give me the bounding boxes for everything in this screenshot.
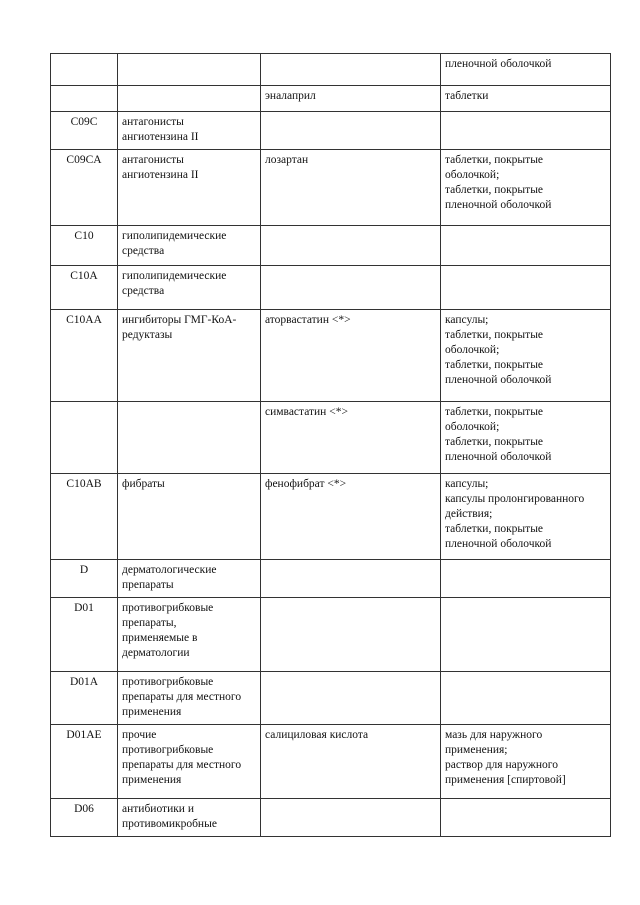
atc-code: D bbox=[79, 564, 89, 576]
group-text-line: противогрибковые bbox=[122, 676, 214, 688]
drug-text-line: салициловая кислота bbox=[265, 729, 369, 741]
table-row bbox=[51, 54, 611, 86]
atc-code: D06 bbox=[74, 803, 94, 815]
group-text-line: применения bbox=[122, 774, 182, 786]
form-text-line: пленочной оболочкой bbox=[445, 451, 552, 463]
atc-code: D01A bbox=[69, 676, 99, 688]
group-cell bbox=[118, 725, 261, 799]
drug-cell bbox=[261, 112, 441, 150]
form-text-line: таблетки, покрытые bbox=[445, 523, 544, 535]
atc-code: C10AA bbox=[66, 314, 102, 326]
drug-cell bbox=[261, 310, 441, 402]
group-cell bbox=[118, 150, 261, 226]
drug-cell bbox=[261, 226, 441, 266]
form-cell bbox=[441, 725, 611, 799]
form-text-line: действия; bbox=[445, 508, 493, 520]
atc-code: C10 bbox=[74, 230, 94, 242]
form-text-line: пленочной оболочкой bbox=[445, 374, 552, 386]
drug-text-line: фенофибрат <*> bbox=[265, 478, 347, 490]
form-cell bbox=[441, 672, 611, 725]
code-cell bbox=[51, 560, 118, 598]
group-text-line: препараты, bbox=[122, 617, 177, 629]
drug-text-line: симвастатин <*> bbox=[265, 406, 348, 418]
form-cell bbox=[441, 310, 611, 402]
form-text-line: таблетки, покрытые bbox=[445, 184, 544, 196]
atc-code: C10A bbox=[70, 270, 98, 282]
drug-table bbox=[50, 53, 611, 837]
group-text-line: средства bbox=[122, 285, 165, 297]
drug-cell bbox=[261, 54, 441, 86]
form-text-line: пленочной оболочкой bbox=[445, 199, 552, 211]
group-text-line: противомикробные bbox=[122, 818, 217, 830]
code-cell bbox=[51, 266, 118, 310]
code-cell bbox=[51, 150, 118, 226]
form-text-line: мазь для наружного bbox=[445, 729, 543, 741]
group-cell bbox=[118, 54, 261, 86]
form-text-line: капсулы; bbox=[445, 314, 489, 326]
atc-code: C09C bbox=[70, 116, 98, 128]
group-text-line: противогрибковые bbox=[122, 602, 214, 614]
drug-cell bbox=[261, 598, 441, 672]
form-cell bbox=[441, 112, 611, 150]
form-text-line: оболочкой; bbox=[445, 421, 500, 433]
form-text-line: таблетки, покрытые bbox=[445, 406, 544, 418]
form-text-line: применения; bbox=[445, 744, 508, 756]
group-cell bbox=[118, 560, 261, 598]
drug-cell bbox=[261, 799, 441, 837]
table-row bbox=[51, 86, 611, 112]
form-text-line: раствор для наружного bbox=[445, 759, 558, 771]
code-cell bbox=[51, 310, 118, 402]
group-cell bbox=[118, 226, 261, 266]
code-cell bbox=[51, 226, 118, 266]
group-text-line: ингибиторы ГМГ-КоА- bbox=[122, 314, 237, 326]
form-cell bbox=[441, 598, 611, 672]
group-text-line: прочие bbox=[122, 729, 157, 741]
table-row bbox=[51, 598, 611, 672]
group-text-line: ангиотензина II bbox=[122, 169, 199, 181]
form-cell bbox=[441, 474, 611, 560]
code-cell bbox=[51, 86, 118, 112]
drug-text-line: лозартан bbox=[265, 154, 309, 166]
code-cell bbox=[51, 598, 118, 672]
group-text-line: антагонисты bbox=[122, 116, 184, 128]
code-cell bbox=[51, 54, 118, 86]
group-text-line: применяемые в bbox=[122, 632, 198, 644]
group-cell bbox=[118, 672, 261, 725]
table-body bbox=[51, 54, 611, 837]
form-cell bbox=[441, 54, 611, 86]
drug-cell bbox=[261, 402, 441, 474]
group-cell bbox=[118, 86, 261, 112]
group-text-line: противогрибковые bbox=[122, 744, 214, 756]
table-row bbox=[51, 150, 611, 226]
group-cell bbox=[118, 474, 261, 560]
code-cell bbox=[51, 799, 118, 837]
group-cell bbox=[118, 799, 261, 837]
group-text-line: ангиотензина II bbox=[122, 131, 199, 143]
code-cell bbox=[51, 672, 118, 725]
form-cell bbox=[441, 799, 611, 837]
table-row bbox=[51, 266, 611, 310]
form-text-line: таблетки bbox=[445, 90, 489, 102]
form-text-line: таблетки, покрытые bbox=[445, 436, 544, 448]
group-text-line: фибраты bbox=[122, 478, 165, 490]
table-row bbox=[51, 672, 611, 725]
group-text-line: препараты для местного bbox=[122, 759, 242, 771]
group-text-line: антибиотики и bbox=[122, 803, 194, 815]
form-text-line: капсулы; bbox=[445, 478, 489, 490]
atc-code: D01 bbox=[74, 602, 94, 614]
group-cell bbox=[118, 266, 261, 310]
form-text-line: таблетки, покрытые bbox=[445, 359, 544, 371]
code-cell bbox=[51, 474, 118, 560]
form-text-line: оболочкой; bbox=[445, 344, 500, 356]
group-cell bbox=[118, 112, 261, 150]
drug-cell bbox=[261, 672, 441, 725]
form-text-line: капсулы пролонгированного bbox=[445, 493, 585, 505]
table-row bbox=[51, 474, 611, 560]
group-cell bbox=[118, 310, 261, 402]
table-row bbox=[51, 310, 611, 402]
group-text-line: дерматологии bbox=[122, 647, 190, 659]
form-cell bbox=[441, 150, 611, 226]
form-text-line: оболочкой; bbox=[445, 169, 500, 181]
table-row bbox=[51, 799, 611, 837]
form-text-line: пленочной оболочкой bbox=[445, 538, 552, 550]
group-text-line: препараты для местного bbox=[122, 691, 242, 703]
table-row bbox=[51, 402, 611, 474]
drug-cell bbox=[261, 725, 441, 799]
group-text-line: редуктазы bbox=[122, 329, 173, 341]
drug-cell bbox=[261, 474, 441, 560]
table-row bbox=[51, 725, 611, 799]
group-text-line: гиполипидемические bbox=[122, 270, 227, 282]
table-row bbox=[51, 226, 611, 266]
form-cell bbox=[441, 86, 611, 112]
form-text-line: таблетки, покрытые bbox=[445, 154, 544, 166]
group-text-line: дерматологические bbox=[122, 564, 217, 576]
group-text-line: препараты bbox=[122, 579, 174, 591]
group-cell bbox=[118, 402, 261, 474]
table-row bbox=[51, 112, 611, 150]
table-row bbox=[51, 560, 611, 598]
form-text-line: таблетки, покрытые bbox=[445, 329, 544, 341]
form-text-line: применения [спиртовой] bbox=[445, 774, 566, 786]
atc-code: C10AB bbox=[66, 478, 102, 490]
code-cell bbox=[51, 725, 118, 799]
drug-text-line: эналаприл bbox=[265, 90, 316, 102]
drug-cell bbox=[261, 150, 441, 226]
group-cell bbox=[118, 598, 261, 672]
atc-code: D01AE bbox=[66, 729, 102, 741]
group-text-line: применения bbox=[122, 706, 182, 718]
drug-text-line: аторвастатин <*> bbox=[265, 314, 351, 326]
form-text-line: пленочной оболочкой bbox=[445, 58, 552, 70]
drug-cell bbox=[261, 560, 441, 598]
code-cell bbox=[51, 112, 118, 150]
group-text-line: средства bbox=[122, 245, 165, 257]
form-cell bbox=[441, 266, 611, 310]
drug-cell bbox=[261, 86, 441, 112]
form-cell bbox=[441, 560, 611, 598]
drug-cell bbox=[261, 266, 441, 310]
group-text-line: гиполипидемические bbox=[122, 230, 227, 242]
form-cell bbox=[441, 226, 611, 266]
form-cell bbox=[441, 402, 611, 474]
code-cell bbox=[51, 402, 118, 474]
atc-code: C09CA bbox=[66, 154, 102, 166]
group-text-line: антагонисты bbox=[122, 154, 184, 166]
